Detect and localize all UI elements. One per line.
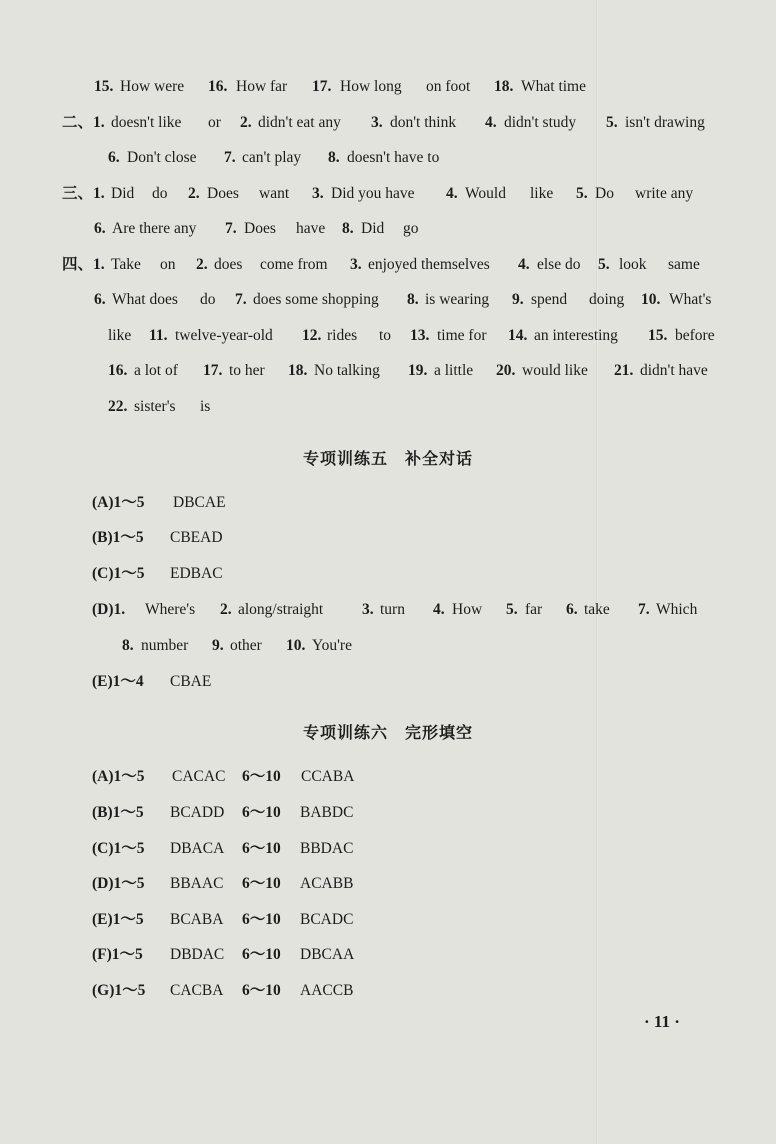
- answer-text: does: [214, 256, 243, 273]
- item-num: 8.: [328, 149, 340, 166]
- answer-text: else do: [537, 256, 581, 273]
- answer-text: or: [208, 114, 221, 131]
- answer-text: is wearing: [425, 291, 490, 308]
- answer-text: DBCAE: [173, 494, 226, 511]
- answer-text: BCADD: [170, 804, 225, 821]
- answer-text: CBEAD: [170, 529, 223, 546]
- answer-text: same: [668, 256, 700, 273]
- item-num: 3.: [350, 256, 362, 273]
- item-num: 22.: [108, 398, 128, 415]
- answer-text: number: [141, 637, 189, 654]
- answer-text: Would: [465, 185, 506, 202]
- range-label: 6～10: [242, 804, 281, 821]
- item-num: 2.: [188, 185, 200, 202]
- answer-text: CACBA: [170, 982, 224, 999]
- item-num: 9.: [512, 291, 524, 308]
- answer-text: have: [296, 220, 326, 237]
- item-num: 15.: [648, 327, 668, 344]
- group-label: (D)1～5: [92, 875, 145, 892]
- answer-text: doesn't have to: [347, 149, 440, 166]
- answer-text: to her: [229, 362, 265, 379]
- answer-text: doing: [589, 291, 625, 308]
- section-heading-6: 专项训练六 完形填空: [302, 723, 473, 742]
- item-num: 二、1.: [62, 114, 105, 131]
- answer-text: Don't close: [127, 149, 197, 166]
- answer-text: an interesting: [534, 327, 618, 344]
- item-num: 17.: [312, 78, 332, 95]
- group-label: (E)1～5: [92, 911, 144, 928]
- group-label: (D)1.: [92, 601, 126, 618]
- answer-text: BABDC: [300, 804, 354, 821]
- item-num: 5.: [606, 114, 618, 131]
- answer-text: Which: [656, 601, 698, 618]
- item-num: 8.: [122, 637, 134, 654]
- answer-text: spend: [531, 291, 568, 308]
- item-num: 7.: [638, 601, 650, 618]
- item-num: 19.: [408, 362, 428, 379]
- item-num: 3.: [312, 185, 324, 202]
- answer-text: BCABA: [170, 911, 224, 928]
- item-num: 13.: [410, 327, 430, 344]
- answer-text: do: [152, 185, 168, 202]
- range-label: 6～10: [242, 768, 281, 785]
- item-num: 4.: [518, 256, 530, 273]
- answer-text: want: [259, 185, 290, 202]
- answer-text: Did: [111, 185, 135, 202]
- answer-text: on foot: [426, 78, 471, 95]
- answer-text: do: [200, 291, 216, 308]
- answer-text: You're: [312, 637, 352, 654]
- item-num: 2.: [240, 114, 252, 131]
- answer-text: on: [160, 256, 176, 273]
- item-num: 9.: [212, 637, 224, 654]
- item-num: 16.: [208, 78, 228, 95]
- item-num: 15.: [94, 78, 114, 95]
- item-num: 14.: [508, 327, 528, 344]
- answer-text: go: [403, 220, 419, 237]
- answer-text: BBAAC: [170, 875, 224, 892]
- answer-text: CCABA: [301, 768, 355, 785]
- answer-text: didn't eat any: [258, 114, 341, 131]
- answer-text: What does: [112, 291, 178, 308]
- answer-text: twelve-year-old: [175, 327, 273, 344]
- answer-text: Does: [244, 220, 276, 237]
- item-num: 3.: [362, 601, 374, 618]
- item-num: 4.: [485, 114, 497, 131]
- answer-text: What time: [521, 78, 586, 95]
- answer-text: DBCAA: [300, 946, 355, 963]
- answer-text: Where's: [145, 601, 196, 618]
- answer-text: AACCB: [300, 982, 354, 999]
- answer-text: What's: [669, 291, 712, 308]
- item-num: 10.: [641, 291, 661, 308]
- answer-text: Do: [595, 185, 614, 202]
- item-num: 7.: [224, 149, 236, 166]
- answer-text: How long: [340, 78, 402, 95]
- item-num: 6.: [94, 291, 106, 308]
- item-num: 2.: [196, 256, 208, 273]
- item-num: 18.: [288, 362, 308, 379]
- answer-text: No talking: [314, 362, 380, 379]
- item-num: 11.: [149, 327, 168, 344]
- answer-text: write any: [635, 185, 694, 202]
- section-heading-5: 专项训练五 补全对话: [302, 449, 473, 468]
- answer-text: DBACA: [170, 840, 225, 857]
- answer-text: other: [230, 637, 262, 654]
- answer-text: take: [584, 601, 610, 618]
- page-number: · 11 ·: [644, 1012, 680, 1031]
- item-num: 3.: [371, 114, 383, 131]
- answer-text: doesn't like: [111, 114, 182, 131]
- item-num: 16.: [108, 362, 128, 379]
- group-label: (A)1～5: [92, 494, 145, 511]
- group-label: (B)1～5: [92, 804, 144, 821]
- answer-text: a lot of: [134, 362, 178, 379]
- page-fold-shadow: [596, 0, 598, 1144]
- answer-text: How: [452, 601, 483, 618]
- answer-text: come from: [260, 256, 328, 273]
- answer-text: turn: [380, 601, 405, 618]
- answer-text: would like: [522, 362, 588, 379]
- item-num: 三、1.: [62, 185, 105, 202]
- answer-text: sister's: [134, 398, 176, 415]
- group-label: (C)1～5: [92, 840, 145, 857]
- group-label: (A)1～5: [92, 768, 145, 785]
- range-label: 6～10: [242, 840, 281, 857]
- group-label: (G)1～5: [92, 982, 146, 999]
- item-num: 6.: [94, 220, 106, 237]
- group-label: (C)1～5: [92, 565, 145, 582]
- item-num: 10.: [286, 637, 306, 654]
- item-num: 21.: [614, 362, 634, 379]
- item-num: 7.: [235, 291, 247, 308]
- answer-text: don't think: [390, 114, 457, 131]
- answer-text: How far: [236, 78, 288, 95]
- item-num: 6.: [108, 149, 120, 166]
- answer-text: isn't drawing: [625, 114, 705, 131]
- answer-text: to: [379, 327, 392, 344]
- answer-text: is: [200, 398, 211, 415]
- item-num: 5.: [598, 256, 610, 273]
- answer-text: rides: [327, 327, 358, 344]
- answer-text: didn't have: [640, 362, 708, 379]
- group-label: (B)1～5: [92, 529, 144, 546]
- answer-text: time for: [437, 327, 487, 344]
- answer-text: How were: [120, 78, 185, 95]
- item-num: 4.: [433, 601, 445, 618]
- range-label: 6～10: [242, 875, 281, 892]
- answer-text: a little: [434, 362, 474, 379]
- answer-text: enjoyed themselves: [368, 256, 490, 273]
- answer-text: CACAC: [172, 768, 226, 785]
- answer-text: does some shopping: [253, 291, 379, 308]
- item-num: 12.: [302, 327, 322, 344]
- answer-text: along/straight: [238, 601, 324, 618]
- answer-text: Does: [207, 185, 239, 202]
- answer-text: Did: [361, 220, 385, 237]
- answer-text: ACABB: [300, 875, 354, 892]
- answer-text: EDBAC: [170, 565, 223, 582]
- answer-text: like: [530, 185, 554, 202]
- answer-text: Did you have: [331, 185, 415, 202]
- item-num: 8.: [342, 220, 354, 237]
- item-num: 6.: [566, 601, 578, 618]
- answer-text: Take: [111, 256, 141, 273]
- answer-text: far: [525, 601, 543, 618]
- answer-text: Are there any: [112, 220, 197, 237]
- answer-text: like: [108, 327, 132, 344]
- item-num: 20.: [496, 362, 516, 379]
- item-num: 4.: [446, 185, 458, 202]
- item-num: 2.: [220, 601, 232, 618]
- answer-text: before: [675, 327, 715, 344]
- item-num: 四、1.: [62, 256, 105, 273]
- item-num: 8.: [407, 291, 419, 308]
- answer-text: look: [619, 256, 647, 273]
- group-label: (E)1～4: [92, 673, 144, 690]
- answer-text: BBDAC: [300, 840, 354, 857]
- answer-text: DBDAC: [170, 946, 225, 963]
- range-label: 6～10: [242, 946, 281, 963]
- answer-text: can't play: [242, 149, 302, 166]
- item-num: 18.: [494, 78, 514, 95]
- item-num: 7.: [225, 220, 237, 237]
- answer-text: didn't study: [504, 114, 577, 131]
- answer-text: CBAE: [170, 673, 212, 690]
- item-num: 5.: [506, 601, 518, 618]
- item-num: 5.: [576, 185, 588, 202]
- answer-text: BCADC: [300, 911, 354, 928]
- item-num: 17.: [203, 362, 223, 379]
- group-label: (F)1～5: [92, 946, 143, 963]
- range-label: 6～10: [242, 911, 281, 928]
- range-label: 6～10: [242, 982, 281, 999]
